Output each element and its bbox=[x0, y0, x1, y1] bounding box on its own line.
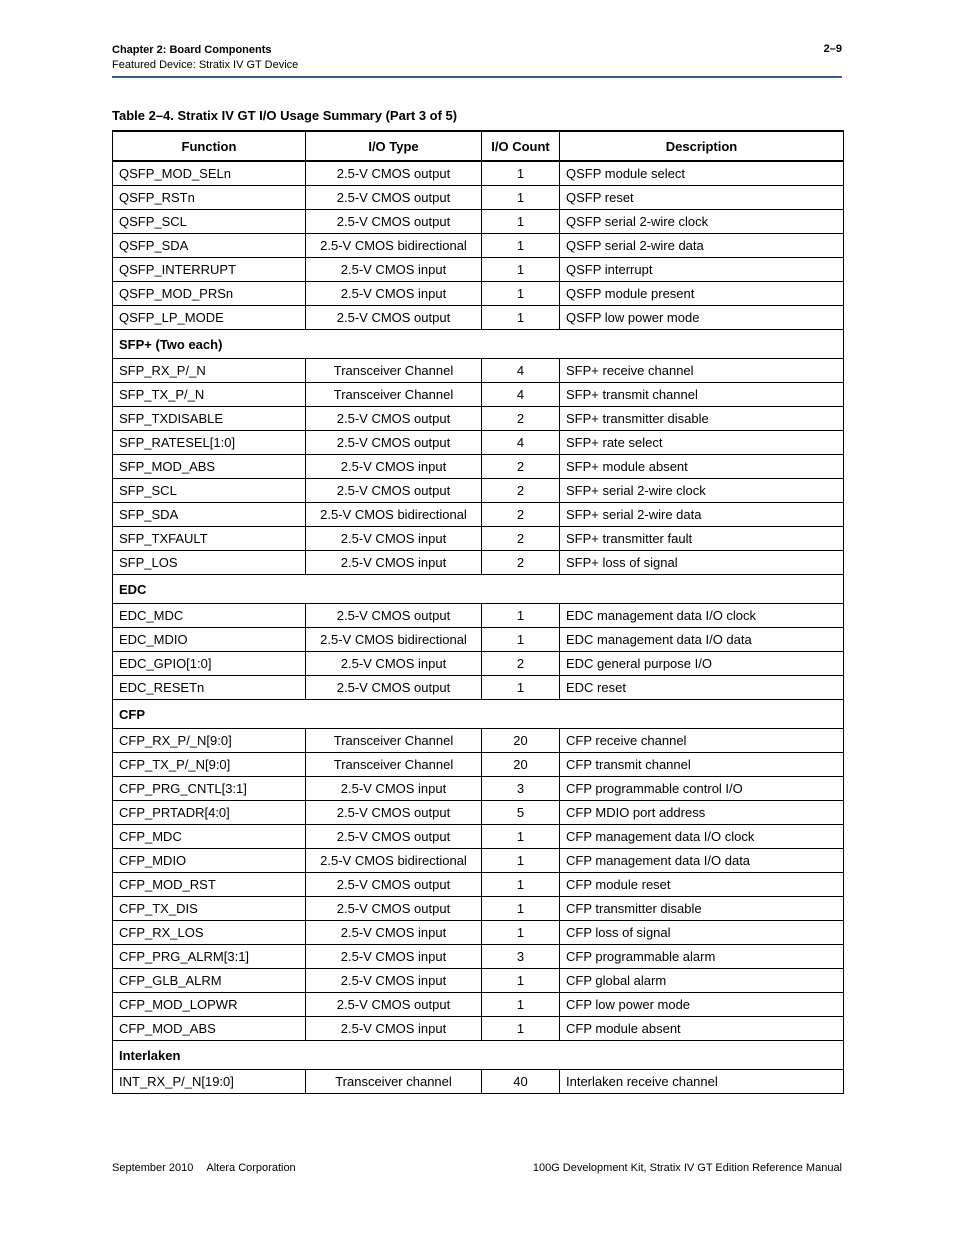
table-row bbox=[113, 801, 844, 825]
page-footer-left bbox=[112, 1162, 296, 1174]
io-type-cell: 2.5-V CMOS input bbox=[306, 945, 482, 969]
io-type-cell: 2.5-V CMOS input bbox=[306, 455, 482, 479]
description-cell: CFP loss of signal bbox=[560, 921, 844, 945]
io-type-cell: 2.5-V CMOS output bbox=[306, 306, 482, 330]
function-cell: CFP_RX_LOS bbox=[113, 921, 306, 945]
io-type-cell: 2.5-V CMOS output bbox=[306, 186, 482, 210]
description-cell: CFP management data I/O clock bbox=[560, 825, 844, 849]
description-cell: SFP+ module absent bbox=[560, 455, 844, 479]
io-type-cell: 2.5-V CMOS output bbox=[306, 825, 482, 849]
description-cell: CFP programmable alarm bbox=[560, 945, 844, 969]
io-count-cell: 3 bbox=[482, 777, 560, 801]
io-count-cell: 2 bbox=[482, 455, 560, 479]
table-row bbox=[113, 729, 844, 753]
io-type-cell: Transceiver channel bbox=[306, 1070, 482, 1094]
page-number: 2–9 bbox=[823, 43, 842, 55]
io-count-cell: 2 bbox=[482, 551, 560, 575]
io-type-cell: 2.5-V CMOS output bbox=[306, 897, 482, 921]
io-count-cell: 4 bbox=[482, 359, 560, 383]
io-count-cell: 1 bbox=[482, 873, 560, 897]
io-count-cell: 3 bbox=[482, 945, 560, 969]
io-type-cell: Transceiver Channel bbox=[306, 753, 482, 777]
function-cell: QSFP_RSTn bbox=[113, 186, 306, 210]
table-row bbox=[113, 873, 844, 897]
io-type-cell: Transceiver Channel bbox=[306, 359, 482, 383]
function-cell: CFP_RX_P/_N[9:0] bbox=[113, 729, 306, 753]
description-cell: SFP+ transmitter fault bbox=[560, 527, 844, 551]
section-subtitle: Featured Device: Stratix IV GT Device bbox=[112, 59, 299, 71]
description-cell: CFP transmitter disable bbox=[560, 897, 844, 921]
column-header-io-type: I/O Type bbox=[306, 131, 482, 161]
function-cell: CFP_MDIO bbox=[113, 849, 306, 873]
io-type-cell: 2.5-V CMOS bidirectional bbox=[306, 234, 482, 258]
table-row bbox=[113, 455, 844, 479]
io-type-cell: Transceiver Channel bbox=[306, 383, 482, 407]
function-cell: SFP_SDA bbox=[113, 503, 306, 527]
description-cell: SFP+ serial 2-wire data bbox=[560, 503, 844, 527]
page-header bbox=[112, 43, 298, 73]
table-row bbox=[113, 652, 844, 676]
description-cell: CFP module reset bbox=[560, 873, 844, 897]
function-cell: SFP_TXDISABLE bbox=[113, 407, 306, 431]
function-cell: CFP_MOD_RST bbox=[113, 873, 306, 897]
io-type-cell: 2.5-V CMOS bidirectional bbox=[306, 849, 482, 873]
section-label: CFP bbox=[113, 700, 844, 729]
table-row bbox=[113, 383, 844, 407]
io-type-cell: 2.5-V CMOS output bbox=[306, 873, 482, 897]
description-cell: SFP+ loss of signal bbox=[560, 551, 844, 575]
table-row bbox=[113, 234, 844, 258]
io-type-cell: 2.5-V CMOS input bbox=[306, 527, 482, 551]
io-count-cell: 1 bbox=[482, 628, 560, 652]
footer-date: September 2010 bbox=[112, 1162, 194, 1174]
table-section-row bbox=[113, 575, 844, 604]
io-count-cell: 1 bbox=[482, 234, 560, 258]
io-type-cell: 2.5-V CMOS input bbox=[306, 652, 482, 676]
table-row bbox=[113, 849, 844, 873]
io-type-cell: 2.5-V CMOS output bbox=[306, 407, 482, 431]
description-cell: CFP programmable control I/O bbox=[560, 777, 844, 801]
function-cell: SFP_RATESEL[1:0] bbox=[113, 431, 306, 455]
description-cell: QSFP module present bbox=[560, 282, 844, 306]
io-type-cell: 2.5-V CMOS output bbox=[306, 161, 482, 186]
table-row bbox=[113, 777, 844, 801]
description-cell: CFP MDIO port address bbox=[560, 801, 844, 825]
io-count-cell: 1 bbox=[482, 306, 560, 330]
column-header-function: Function bbox=[113, 131, 306, 161]
io-count-cell: 1 bbox=[482, 969, 560, 993]
description-cell: SFP+ transmit channel bbox=[560, 383, 844, 407]
column-header-io-count: I/O Count bbox=[482, 131, 560, 161]
table-row bbox=[113, 210, 844, 234]
function-cell: CFP_MDC bbox=[113, 825, 306, 849]
table-row bbox=[113, 431, 844, 455]
io-type-cell: Transceiver Channel bbox=[306, 729, 482, 753]
function-cell: QSFP_LP_MODE bbox=[113, 306, 306, 330]
function-cell: EDC_RESETn bbox=[113, 676, 306, 700]
table-row bbox=[113, 921, 844, 945]
io-count-cell: 20 bbox=[482, 729, 560, 753]
description-cell: QSFP low power mode bbox=[560, 306, 844, 330]
io-type-cell: 2.5-V CMOS input bbox=[306, 258, 482, 282]
io-type-cell: 2.5-V CMOS output bbox=[306, 801, 482, 825]
io-type-cell: 2.5-V CMOS input bbox=[306, 282, 482, 306]
io-count-cell: 1 bbox=[482, 186, 560, 210]
io-count-cell: 1 bbox=[482, 921, 560, 945]
description-cell: QSFP module select bbox=[560, 161, 844, 186]
io-count-cell: 1 bbox=[482, 897, 560, 921]
function-cell: QSFP_MOD_SELn bbox=[113, 161, 306, 186]
description-cell: SFP+ serial 2-wire clock bbox=[560, 479, 844, 503]
io-type-cell: 2.5-V CMOS output bbox=[306, 604, 482, 628]
table-section-row bbox=[113, 1041, 844, 1070]
description-cell: EDC management data I/O data bbox=[560, 628, 844, 652]
description-cell: QSFP serial 2-wire clock bbox=[560, 210, 844, 234]
table-body bbox=[113, 161, 844, 1094]
table-section-row bbox=[113, 330, 844, 359]
function-cell: EDC_MDC bbox=[113, 604, 306, 628]
table-row bbox=[113, 359, 844, 383]
io-type-cell: 2.5-V CMOS output bbox=[306, 210, 482, 234]
table-row bbox=[113, 479, 844, 503]
io-count-cell: 1 bbox=[482, 825, 560, 849]
io-usage-table bbox=[112, 130, 844, 1094]
io-type-cell: 2.5-V CMOS input bbox=[306, 1017, 482, 1041]
table-row bbox=[113, 527, 844, 551]
function-cell: CFP_MOD_ABS bbox=[113, 1017, 306, 1041]
table-row bbox=[113, 551, 844, 575]
chapter-title: Chapter 2: Board Components bbox=[112, 44, 272, 56]
io-count-cell: 2 bbox=[482, 527, 560, 551]
function-cell: SFP_TX_P/_N bbox=[113, 383, 306, 407]
io-count-cell: 2 bbox=[482, 503, 560, 527]
io-count-cell: 1 bbox=[482, 849, 560, 873]
io-count-cell: 4 bbox=[482, 431, 560, 455]
description-cell: CFP global alarm bbox=[560, 969, 844, 993]
function-cell: QSFP_INTERRUPT bbox=[113, 258, 306, 282]
function-cell: CFP_MOD_LOPWR bbox=[113, 993, 306, 1017]
table-row bbox=[113, 306, 844, 330]
io-count-cell: 5 bbox=[482, 801, 560, 825]
io-type-cell: 2.5-V CMOS bidirectional bbox=[306, 503, 482, 527]
section-label: SFP+ (Two each) bbox=[113, 330, 844, 359]
description-cell: EDC reset bbox=[560, 676, 844, 700]
footer-company: Altera Corporation bbox=[206, 1162, 296, 1174]
io-type-cell: 2.5-V CMOS input bbox=[306, 551, 482, 575]
table-header-row bbox=[113, 131, 844, 161]
description-cell: CFP management data I/O data bbox=[560, 849, 844, 873]
io-type-cell: 2.5-V CMOS output bbox=[306, 479, 482, 503]
footer-manual-title: 100G Development Kit, Stratix IV GT Edition Reference Manual bbox=[532, 1162, 842, 1174]
table-row bbox=[113, 604, 844, 628]
table-row bbox=[113, 161, 844, 186]
io-count-cell: 1 bbox=[482, 282, 560, 306]
io-type-cell: 2.5-V CMOS input bbox=[306, 921, 482, 945]
table-row bbox=[113, 503, 844, 527]
table-caption: Table 2–4. Stratix IV GT I/O Usage Summary (Part 3 of 5) bbox=[112, 108, 458, 123]
table-row bbox=[113, 897, 844, 921]
io-type-cell: 2.5-V CMOS input bbox=[306, 969, 482, 993]
table-row bbox=[113, 969, 844, 993]
io-count-cell: 1 bbox=[482, 676, 560, 700]
io-count-cell: 2 bbox=[482, 652, 560, 676]
table-row bbox=[113, 1070, 844, 1094]
function-cell: SFP_RX_P/_N bbox=[113, 359, 306, 383]
description-cell: QSFP serial 2-wire data bbox=[560, 234, 844, 258]
description-cell: SFP+ rate select bbox=[560, 431, 844, 455]
io-count-cell: 2 bbox=[482, 407, 560, 431]
description-cell: QSFP interrupt bbox=[560, 258, 844, 282]
table-row bbox=[113, 676, 844, 700]
table-section-row bbox=[113, 700, 844, 729]
io-count-cell: 1 bbox=[482, 258, 560, 282]
function-cell: CFP_TX_DIS bbox=[113, 897, 306, 921]
section-label: EDC bbox=[113, 575, 844, 604]
io-type-cell: 2.5-V CMOS bidirectional bbox=[306, 628, 482, 652]
function-cell: CFP_TX_P/_N[9:0] bbox=[113, 753, 306, 777]
table-row bbox=[113, 945, 844, 969]
description-cell: SFP+ receive channel bbox=[560, 359, 844, 383]
description-cell: CFP low power mode bbox=[560, 993, 844, 1017]
io-type-cell: 2.5-V CMOS output bbox=[306, 676, 482, 700]
function-cell: EDC_GPIO[1:0] bbox=[113, 652, 306, 676]
io-type-cell: 2.5-V CMOS output bbox=[306, 993, 482, 1017]
column-header-description: Description bbox=[560, 131, 844, 161]
io-count-cell: 1 bbox=[482, 161, 560, 186]
function-cell: QSFP_MOD_PRSn bbox=[113, 282, 306, 306]
table-row bbox=[113, 1017, 844, 1041]
table-row bbox=[113, 993, 844, 1017]
io-count-cell: 1 bbox=[482, 1017, 560, 1041]
description-cell: QSFP reset bbox=[560, 186, 844, 210]
io-count-cell: 1 bbox=[482, 604, 560, 628]
function-cell: SFP_MOD_ABS bbox=[113, 455, 306, 479]
io-count-cell: 20 bbox=[482, 753, 560, 777]
description-cell: CFP receive channel bbox=[560, 729, 844, 753]
description-cell: EDC general purpose I/O bbox=[560, 652, 844, 676]
table-row bbox=[113, 628, 844, 652]
table-row bbox=[113, 753, 844, 777]
io-count-cell: 2 bbox=[482, 479, 560, 503]
function-cell: CFP_GLB_ALRM bbox=[113, 969, 306, 993]
description-cell: SFP+ transmitter disable bbox=[560, 407, 844, 431]
table-row bbox=[113, 186, 844, 210]
function-cell: SFP_SCL bbox=[113, 479, 306, 503]
io-type-cell: 2.5-V CMOS output bbox=[306, 431, 482, 455]
table-row bbox=[113, 825, 844, 849]
table-row bbox=[113, 258, 844, 282]
section-label: Interlaken bbox=[113, 1041, 844, 1070]
table-row bbox=[113, 282, 844, 306]
function-cell: CFP_PRG_CNTL[3:1] bbox=[113, 777, 306, 801]
function-cell: SFP_LOS bbox=[113, 551, 306, 575]
io-count-cell: 4 bbox=[482, 383, 560, 407]
io-type-cell: 2.5-V CMOS input bbox=[306, 777, 482, 801]
function-cell: QSFP_SCL bbox=[113, 210, 306, 234]
description-cell: CFP transmit channel bbox=[560, 753, 844, 777]
function-cell: QSFP_SDA bbox=[113, 234, 306, 258]
function-cell: CFP_PRTADR[4:0] bbox=[113, 801, 306, 825]
function-cell: SFP_TXFAULT bbox=[113, 527, 306, 551]
table-row bbox=[113, 407, 844, 431]
io-count-cell: 1 bbox=[482, 993, 560, 1017]
io-count-cell: 1 bbox=[482, 210, 560, 234]
header-divider bbox=[112, 76, 842, 78]
description-cell: Interlaken receive channel bbox=[560, 1070, 844, 1094]
function-cell: INT_RX_P/_N[19:0] bbox=[113, 1070, 306, 1094]
description-cell: CFP module absent bbox=[560, 1017, 844, 1041]
function-cell: EDC_MDIO bbox=[113, 628, 306, 652]
io-count-cell: 40 bbox=[482, 1070, 560, 1094]
function-cell: CFP_PRG_ALRM[3:1] bbox=[113, 945, 306, 969]
description-cell: EDC management data I/O clock bbox=[560, 604, 844, 628]
